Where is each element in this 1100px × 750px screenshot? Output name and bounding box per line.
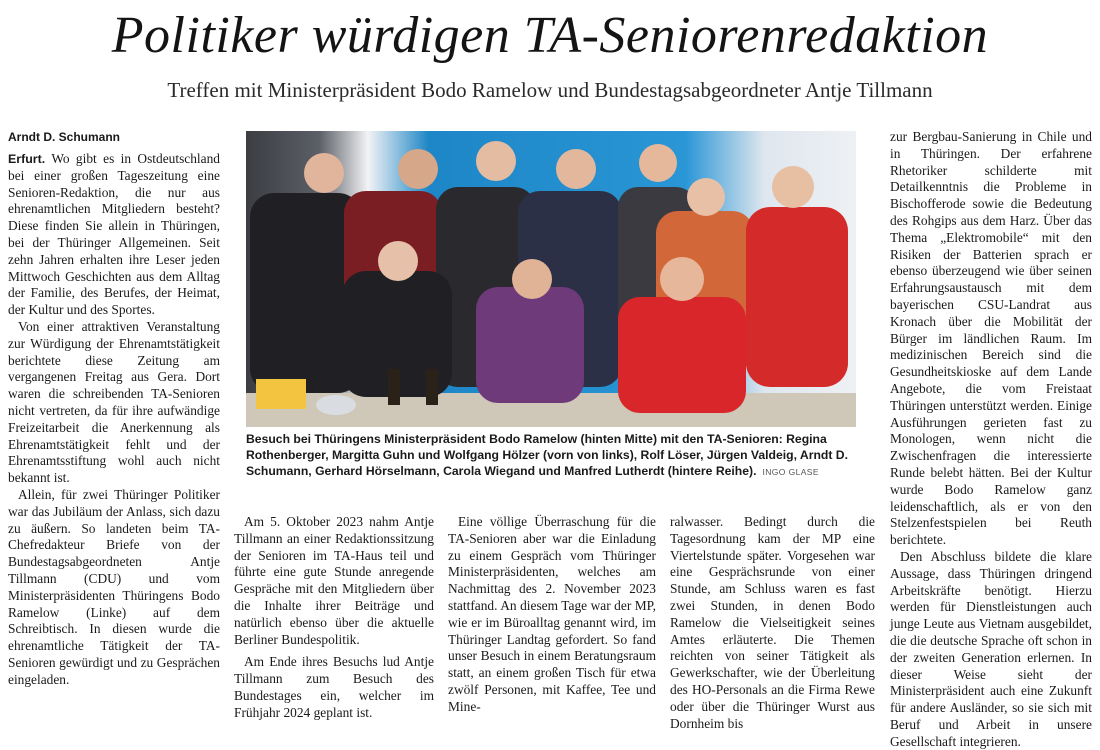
article-column-4 — [670, 514, 875, 732]
article-column-5 — [890, 129, 1092, 750]
paragraph: zur Bergbau-Sanierung in Chile und in Thüringen. Der erfahrene Rhetoriker schilderte mit Detailkenntnis die Probleme in Bischofferode sowie die Bedeutung des Rohgips aus dem Harz. Über das Thema „Elektromobile“ mit den Risiken der Batterien sprach er ebenso überzeugend wie über seinen Erfahrungsaustausch mit dem bayerischen CSU-Landrat aus Kronach über die Mobilität der Bürger im ländlichen Raum. Im medizinischen Bereich sind die Gesundheitskioske auf dem Lande Angebote, die vom Freistaat Thüringen unterstützt werden. Einige Ausführungen gerieten fast zu Monologen, wenn nicht die Zwischenfragen die interessierte Runde belebt hätten. Bei der Kultur wurde Bodo Ramelow ganz leidenschaftlich, als er von den Stelzenfestspielen bei Reuth berichtete. — [890, 129, 1092, 548]
article-column-3 — [448, 514, 656, 716]
article-headline: Politiker würdigen TA-Seniorenredaktion — [111, 7, 989, 64]
author-byline: Arndt D. Schumann — [8, 130, 121, 144]
dateline: Erfurt. — [8, 152, 46, 166]
front-row-people — [342, 241, 746, 413]
group-photo-illustration — [246, 131, 856, 427]
article-column-2 — [234, 514, 434, 722]
photo-caption-text: Besuch bei Thüringens Ministerpräsident Bodo Ramelow (hinten Mitte) mit den TA-Senioren: Regina Rothenberger, Margitta Guhn und Wolfgang Hölzer (vorn von links), Rolf Löser, Jürgen Valdeig, Arndt D. Schumann, Gerhard Hörselmann, Carola Wiegand und Manfred Lutherdt (hintere Reihe). — [246, 432, 848, 478]
paragraph: Am Ende ihres Besuchs lud Antje Tillmann zum Besuch des Bundestages ein, welcher im Frühjahr 2024 geplant ist. — [234, 654, 434, 720]
paragraph: Am 5. Oktober 2023 nahm Antje Tillmann an einer Redaktionssitzung der Senioren im TA-Haus teil und führte eine gute Stunde anregende Gespräche mit den Mitgliedern über die Inhalte ihrer Beiträge und natürlich ebenso über die aktuelle Berliner Bundespolitik. — [234, 514, 434, 647]
paragraph: Allein, für zwei Thüringer Politiker war das Jubiläum der Anlass, sich dazu zu äußern. So landeten beim TA-Chefredakteur Briefe von der Bundestagsabgeordneten Antje Tillmann (CDU) und vom Ministerpräsidenten Thüringens Bodo Ramelow (Linke) auf dem Schreibtisch. In diesen wurde die ehrenamtliche Tätigkeit der TA-Senioren gewürdigt und zu Gesprächen eingeladen. — [8, 486, 220, 687]
paragraph: Von einer attraktiven Veranstaltung zur Würdigung der Ehrenamtstätigkeit berichtete diese Zeitung am vergangenen Freitag aus Gera. Dort waren die schreibenden TA-Senioren nicht vertreten, da für ihre aufwändige Freizeitarbeit die Anerkennung als Ehrenamtstätigkeit fehlt und der Ehrenamtsstiftung wohl auch nicht bekannt ist. — [8, 318, 220, 486]
article-subheadline: Treffen mit Ministerpräsident Bodo Ramelow und Bundestagsabgeordneter Antje Tillmann — [167, 78, 933, 102]
article-column-1 — [8, 129, 220, 689]
paragraph: Eine völlige Überraschung für die TA-Senioren aber war die Einladung zu einem Gespräch vom Thüringer Ministerpräsidenten, welches am Nachmittag des 2. November 2023 stattfand. An diesem Tage war der MP, wie er im Büroalltag genannt wird, im Thüringer Landtag gefordert. So fand unser Besuch in einem Beratungsraum statt, an einem großen Tisch für etwa zwölf Personen, mit Kaffee, Tee und Mine- — [448, 514, 656, 714]
group-photo — [246, 131, 856, 427]
photo-credit: INGO GLASE — [762, 467, 819, 477]
photo-caption — [246, 431, 856, 480]
paragraph — [8, 151, 220, 319]
paragraph-text: Wo gibt es in Ostdeutschland bei einer großen Tageszeitung eine Senioren-Redaktion, die nur aus ehrenamtlichen Mitgliedern besteht? Diese finden Sie allein in Thüringen, bei der Thüringer Allgemeinen. Seit zehn Jahren erhalten ihre Leser jeden Mittwoch Geschichten aus dem Alltag der Familie, des Berufes, der Heimat, der Kultur und des Sportes. — [8, 151, 220, 318]
paragraph: ralwasser. Bedingt durch die Tagesordnung kam der MP eine Viertelstunde später. Vorgesehen war eine Gesprächsrunde von einer Stunde, am Schluss waren es fast zwei Stunden, in denen Bodo Ramelow die Vielseitigkeit seines Amtes erläuterte. Die Themen reichten von seiner Tätigkeit als Gewerkschafter, wie der Überleitung des HO-Personals an die Firma Rewe oder über die Thüringer Wurst aus Dornheim bis — [670, 514, 875, 731]
paragraph: Den Abschluss bildete die klare Aussage, dass Thüringen dringend Arbeitskräfte benötigt. Hierzu werden für Dienstleistungen auch junge Leute aus Vietnam ausgebildet, die die deutsche Sprache oft schon in der zweiten Generation erlernen. In dieser Weise sieht der Ministerpräsident auch eine Zukunft für andere Ausländer, so sie sich mit Beruf und Arbeit in unsere Gesellschaft integrieren. — [890, 548, 1092, 749]
